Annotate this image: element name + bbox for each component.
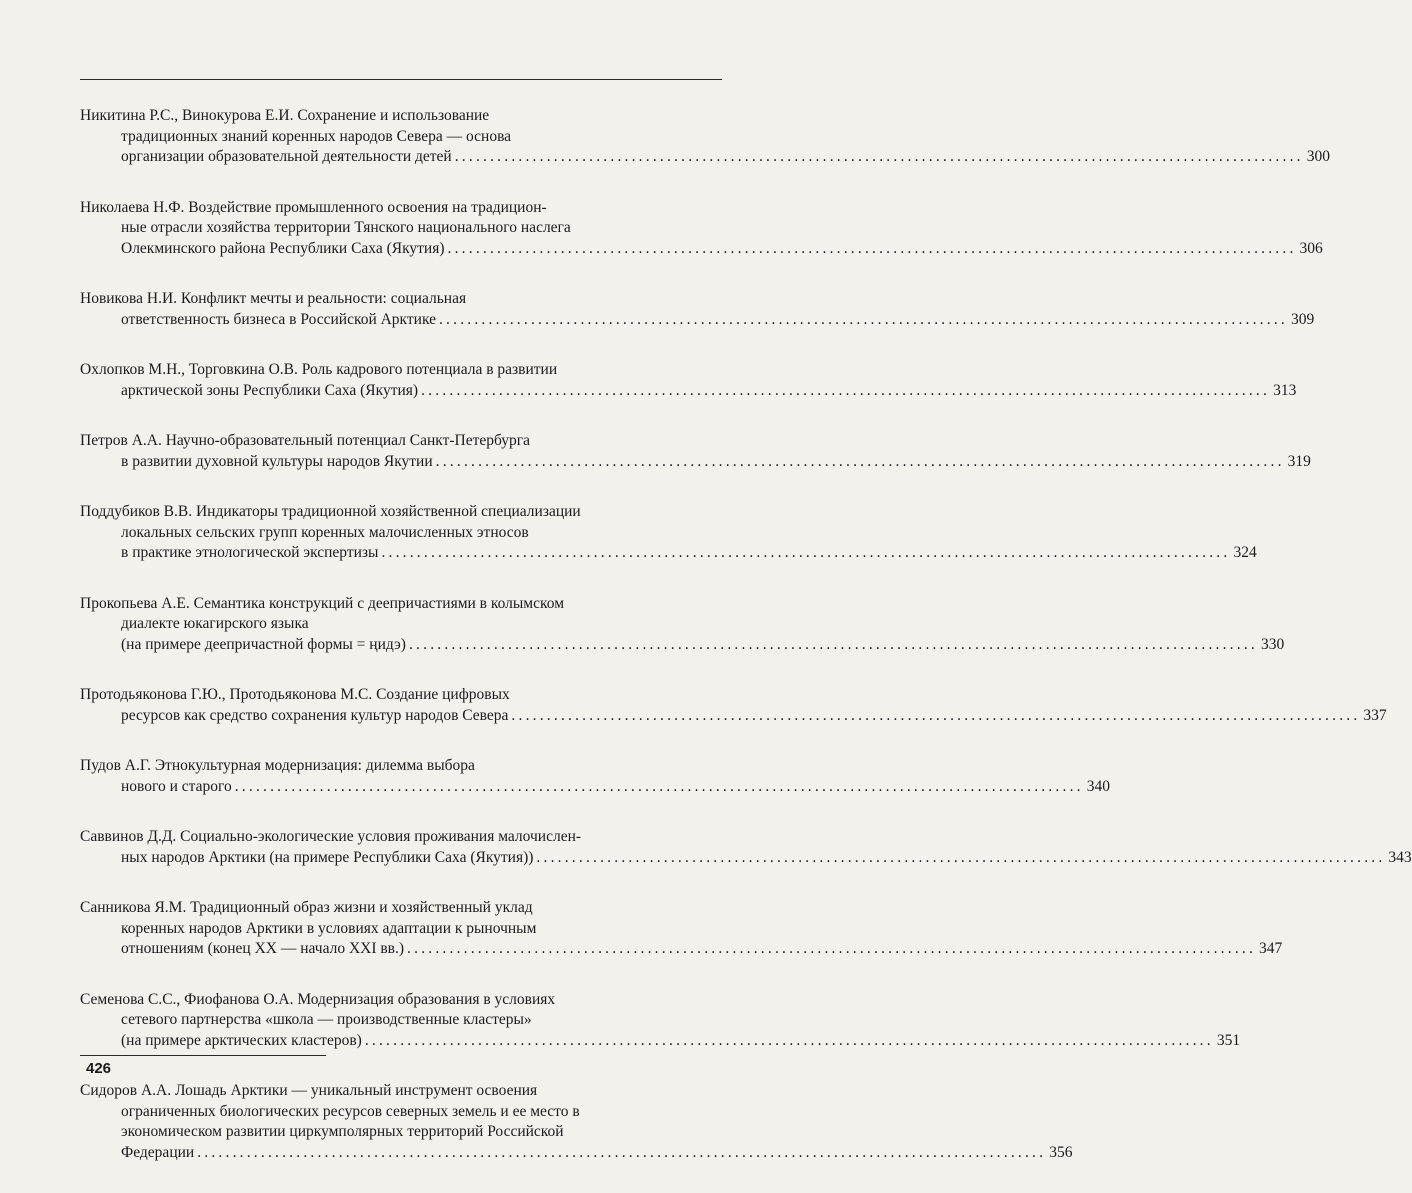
toc-entry-text: организации образовательной деятельности детей — [121, 148, 452, 165]
table-of-contents — [80, 106, 1412, 1193]
toc-entry-page: 347 — [1259, 940, 1283, 957]
header-rule — [80, 79, 722, 80]
toc-entry-continuation-line: коренных народов Арктики в условиях адаптации к рыночным — [121, 919, 537, 937]
toc-entry — [80, 685, 1387, 726]
toc-entry-title-line: Охлопков М.Н., Торговкина О.В. Роль кадрового потенциала в развитии — [80, 361, 558, 378]
toc-entry-page: 306 — [1299, 239, 1323, 257]
toc-entry-last-line — [80, 1031, 1241, 1052]
dot-leader: ........................................................................................................................ — [447, 239, 1297, 257]
toc-entry-last-line — [80, 706, 1387, 727]
toc-entry-continuation-line: диалекте юкагирского языка — [121, 615, 309, 632]
toc-entry-last-line — [80, 777, 1110, 798]
dot-leader: ........................................................................................................................ — [511, 706, 1361, 724]
toc-entry-title-line: Новикова Н.И. Конфликт мечты и реальности: социальная — [80, 290, 467, 307]
toc-entry-text: арктической зоны Республики Саха (Якутия) — [121, 381, 419, 399]
toc-entry-text: ответственность бизнеса в Российской Арктике — [121, 310, 436, 328]
toc-entry-title-line: Николаева Н.Ф. Воздействие промышленного освоения на традицион- — [80, 198, 547, 216]
toc-entry-last-line — [80, 147, 1330, 168]
toc-entry-title-line: Семенова С.С., Фиофанова О.А. Модернизация образования в условиях — [80, 990, 556, 1008]
toc-entry-last-line — [80, 939, 1283, 960]
dot-leader: ........................................................................................................................ — [454, 148, 1304, 165]
toc-entry-title-line: Прокопьева А.Е. Семантика конструкций с деепричастиями в колымском — [80, 594, 565, 612]
toc-entry-last-line — [80, 635, 1285, 656]
toc-entry-text: (на примере деепричастной формы = ңидэ) — [121, 635, 406, 653]
toc-entry — [80, 502, 1257, 564]
dot-leader: ........................................................................................................................ — [421, 381, 1271, 399]
toc-entry-title-line: Петров А.А. Научно-образовательный потенциал Санкт-Петербурга — [80, 432, 531, 449]
dot-leader: ........................................................................................................................ — [407, 940, 1257, 957]
toc-entry-title-line: Санникова Я.М. Традиционный образ жизни и хозяйственный уклад — [80, 899, 533, 916]
toc-entry-text: отношениям (конец XX — начало XXI вв.) — [121, 940, 405, 957]
toc-entry-last-line — [80, 848, 1412, 869]
toc-entry-continuation-line: ные отрасли хозяйства территории Тянского национального наслега — [121, 219, 571, 236]
dot-leader: ........................................................................................................................ — [435, 452, 1285, 470]
toc-entry-page: 343 — [1388, 848, 1412, 866]
dot-leader: ........................................................................................................................ — [364, 1031, 1214, 1049]
toc-entry-title-line: Саввинов Д.Д. Социально-экологические условия проживания малочислен- — [80, 828, 582, 845]
toc-entry — [80, 360, 1297, 401]
toc-entry-continuation-line: локальных сельских групп коренных малочисленных этносов — [121, 523, 529, 541]
toc-entry — [80, 289, 1315, 330]
toc-entry — [80, 827, 1412, 868]
toc-entry — [80, 431, 1311, 472]
toc-entry-last-line — [80, 239, 1323, 260]
toc-entry-page: 309 — [1290, 310, 1315, 328]
toc-entry-text: ных народов Арктики (на примере Республики Саха (Якутия)) — [121, 848, 534, 866]
toc-entry — [80, 898, 1283, 960]
toc-entry-last-line — [80, 452, 1311, 473]
toc-entry-continuation-line: ограниченных биологических ресурсов северных земель и ее место в — [121, 1102, 580, 1120]
toc-entry-title-line: Поддубиков В.В. Индикаторы традиционной хозяйственной специализации — [80, 503, 581, 520]
toc-entry-text: в практике этнологической экспертизы — [121, 544, 379, 561]
page-number: 426 — [86, 1060, 112, 1077]
toc-entry-page: 300 — [1306, 148, 1330, 165]
toc-entry-text: в развитии духовной культуры народов Якутии — [121, 452, 433, 470]
dot-leader: ........................................................................................................................ — [234, 777, 1084, 795]
toc-entry-title-line: Сидоров А.А. Лошадь Арктики — уникальный инструмент освоения — [80, 1082, 538, 1099]
toc-entry-last-line — [80, 310, 1315, 331]
toc-entry-text: (на примере арктических кластеров) — [121, 1031, 362, 1049]
dot-leader: ........................................................................................................................ — [408, 635, 1258, 653]
toc-entry-page: 319 — [1287, 452, 1311, 470]
toc-entry — [80, 990, 1241, 1052]
toc-entry-last-line — [80, 543, 1257, 564]
toc-entry-text: Олекминского района Республики Саха (Якутия) — [121, 239, 445, 257]
toc-entry-page: 337 — [1363, 706, 1387, 724]
toc-entry-continuation-line: традиционных знаний коренных народов Севера — основа — [121, 127, 512, 145]
toc-entry-last-line — [80, 381, 1297, 402]
toc-entry-title-line: Протодьяконова Г.Ю., Протодьяконова М.С. Создание цифровых — [80, 686, 510, 703]
toc-entry — [80, 198, 1323, 260]
toc-entry — [80, 594, 1285, 656]
toc-entry-continuation-line: сетевого партнерства «школа — производственные кластеры» — [121, 1011, 532, 1028]
toc-entry — [80, 756, 1110, 797]
toc-entry-page: 330 — [1260, 635, 1285, 653]
toc-entry-page: 340 — [1086, 777, 1110, 795]
toc-entry-title-line: Никитина Р.С., Винокурова Е.И. Сохранение и использование — [80, 107, 490, 124]
toc-entry-continuation-line: экономическом развитии циркумполярных территорий Российской — [121, 1123, 564, 1140]
dot-leader: ........................................................................................................................ — [438, 310, 1288, 328]
dot-leader: ........................................................................................................................ — [381, 544, 1231, 561]
dot-leader: ........................................................................................................................ — [536, 848, 1386, 866]
toc-entry-text: ресурсов как средство сохранения культур народов Севера — [121, 706, 509, 724]
toc-entry-page: 324 — [1233, 544, 1257, 561]
toc-entry-last-line — [80, 1143, 1073, 1164]
toc-entry-page: 313 — [1273, 381, 1297, 399]
toc-entry-text: Федерации — [121, 1143, 195, 1161]
toc-entry-text: нового и старого — [121, 777, 232, 795]
dot-leader: ........................................................................................................................ — [197, 1143, 1047, 1161]
footer-rule — [80, 1055, 326, 1056]
toc-entry — [80, 1081, 1073, 1163]
toc-entry-page: 356 — [1049, 1143, 1073, 1161]
toc-entry-title-line: Пудов А.Г. Этнокультурная модернизация: дилемма выбора — [80, 757, 475, 774]
toc-entry-page: 351 — [1216, 1031, 1241, 1049]
toc-entry — [80, 106, 1330, 168]
